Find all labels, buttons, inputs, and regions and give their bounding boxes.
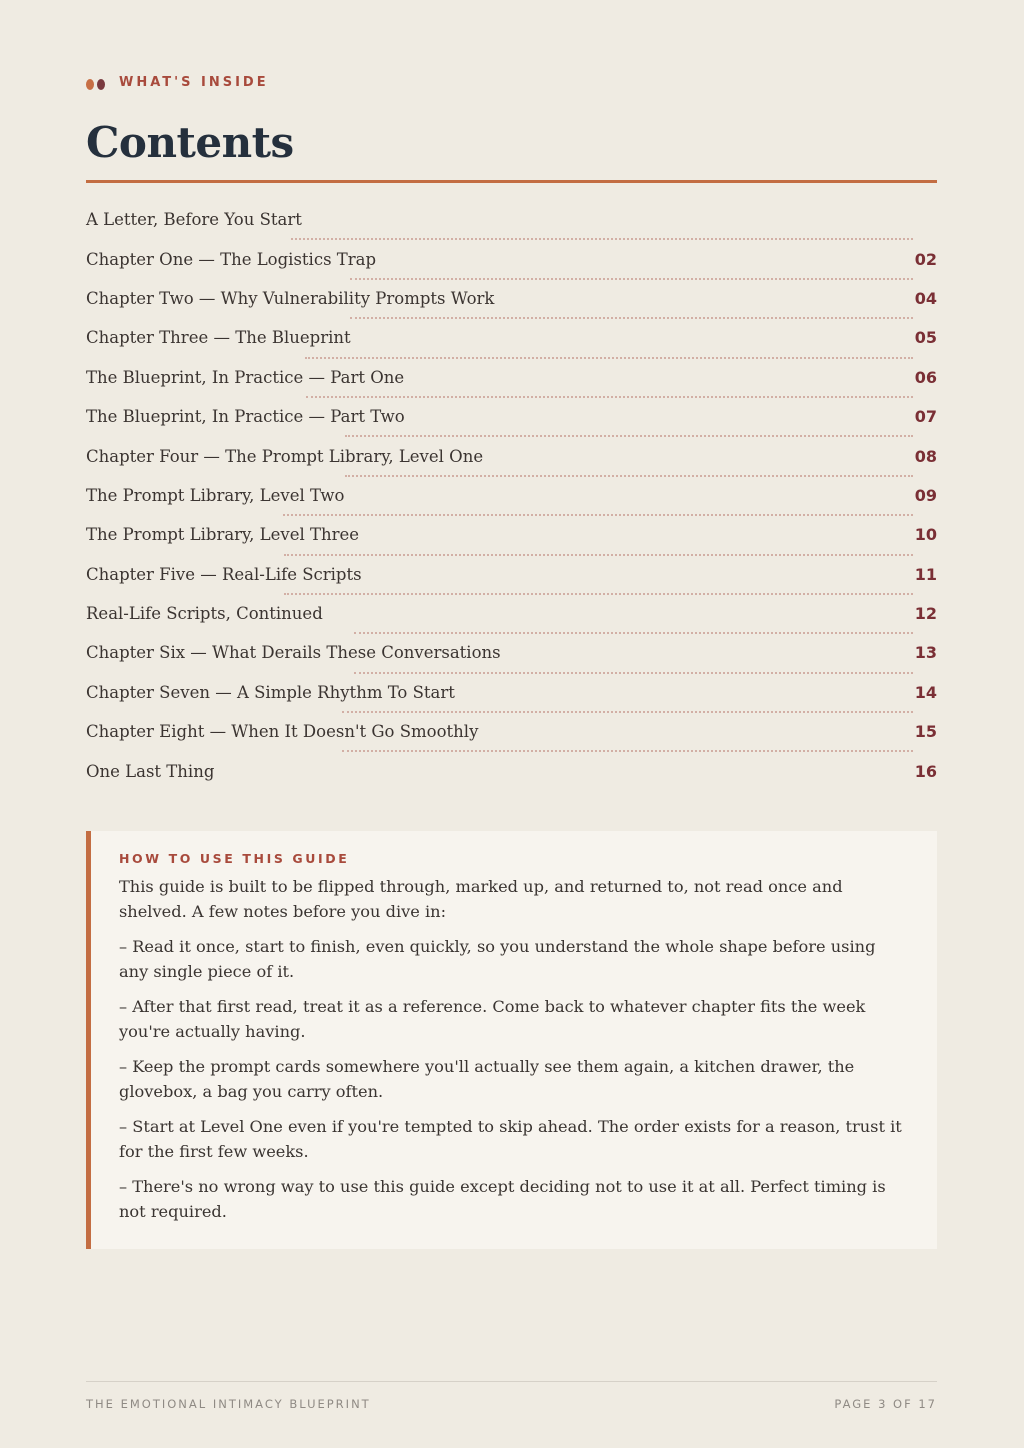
callout-paragraph: – Read it once, start to finish, even quickly, so you understand the whole shape before using any single piece of it. bbox=[119, 937, 876, 981]
toc-entry[interactable] bbox=[86, 515, 937, 554]
toc-entry[interactable] bbox=[86, 318, 937, 357]
toc-entry-page: 14 bbox=[914, 682, 937, 702]
toc-entry[interactable] bbox=[86, 239, 937, 278]
toc-entry-page: 15 bbox=[914, 722, 937, 742]
toc-entry-page: 04 bbox=[914, 288, 937, 308]
toc-entry-page: 12 bbox=[914, 604, 937, 624]
footer-page-number: PAGE 3 OF 17 bbox=[834, 1397, 937, 1411]
toc-entry-title: The Blueprint, In Practice — Part Two bbox=[86, 407, 405, 427]
toc-entry[interactable] bbox=[86, 555, 937, 594]
toc-entry[interactable] bbox=[86, 673, 937, 712]
page-title: Contents bbox=[86, 118, 294, 167]
toc-entry-title: Chapter Seven — A Simple Rhythm To Start bbox=[86, 682, 455, 702]
toc-entry-page: 09 bbox=[914, 485, 937, 505]
toc-entry-page: 11 bbox=[914, 564, 937, 584]
toc-entry-title: Chapter Two — Why Vulnerability Prompts Work bbox=[86, 288, 495, 308]
toc-entry[interactable] bbox=[86, 633, 937, 672]
toc-entry-title: One Last Thing bbox=[86, 761, 215, 781]
toc-entry[interactable] bbox=[86, 594, 937, 633]
toc-entry[interactable] bbox=[86, 436, 937, 475]
toc-entry-page: 06 bbox=[914, 367, 937, 387]
callout-heading: HOW TO USE THIS GUIDE bbox=[119, 851, 350, 866]
table-of-contents bbox=[86, 200, 937, 791]
toc-entry-title: The Blueprint, In Practice — Part One bbox=[86, 367, 405, 387]
callout-paragraph: – Start at Level One even if you're tempted to skip ahead. The order exists for a reason, trust it for the first few weeks. bbox=[119, 1117, 902, 1161]
decorative-dots-icon bbox=[86, 79, 105, 90]
title-divider bbox=[86, 180, 937, 183]
toc-entry-title: Chapter Three — The Blueprint bbox=[86, 328, 351, 348]
toc-entry-page: 08 bbox=[914, 446, 937, 466]
toc-entry-title: Real-Life Scripts, Continued bbox=[86, 604, 323, 624]
toc-entry-page: 02 bbox=[914, 249, 937, 269]
toc-entry[interactable] bbox=[86, 712, 937, 751]
callout-paragraph: – Keep the prompt cards somewhere you'll actually see them again, a kitchen drawer, the glovebox, a bag you carry often. bbox=[119, 1057, 855, 1101]
toc-entry-title: Chapter One — The Logistics Trap bbox=[86, 249, 377, 269]
toc-entry-title: Chapter Eight — When It Doesn't Go Smoothly bbox=[86, 722, 479, 742]
toc-entry[interactable] bbox=[86, 751, 937, 790]
toc-entry-title: Chapter Six — What Derails These Conversations bbox=[86, 643, 501, 663]
how-to-use-callout bbox=[86, 831, 937, 1249]
footer-book-title: THE EMOTIONAL INTIMACY BLUEPRINT bbox=[86, 1397, 371, 1411]
section-eyebrow bbox=[86, 74, 269, 90]
toc-entry-title: The Prompt Library, Level Three bbox=[86, 525, 360, 545]
toc-entry-page: 10 bbox=[914, 525, 937, 545]
toc-entry-title: Chapter Four — The Prompt Library, Level One bbox=[86, 446, 484, 466]
toc-entry[interactable] bbox=[86, 279, 937, 318]
toc-entry-title: The Prompt Library, Level Two bbox=[86, 485, 345, 505]
toc-entry-page: 07 bbox=[914, 407, 937, 427]
toc-entry-page: 16 bbox=[914, 761, 937, 781]
toc-entry-page: 13 bbox=[914, 643, 937, 663]
toc-entry-title: Chapter Five — Real-Life Scripts bbox=[86, 564, 362, 584]
footer-divider bbox=[86, 1381, 937, 1382]
callout-paragraph: – There's no wrong way to use this guide except deciding not to use it at all. Perfect timing is not required. bbox=[119, 1177, 886, 1221]
toc-entry[interactable] bbox=[86, 397, 937, 436]
toc-entry-title: A Letter, Before You Start bbox=[86, 210, 302, 230]
eyebrow-label: WHAT'S INSIDE bbox=[119, 74, 269, 90]
toc-entry[interactable] bbox=[86, 200, 937, 239]
callout-paragraph: – After that first read, treat it as a reference. Come back to whatever chapter fits the week you're actually having. bbox=[119, 997, 866, 1041]
toc-entry[interactable] bbox=[86, 476, 937, 515]
toc-entry[interactable] bbox=[86, 358, 937, 397]
callout-paragraph: This guide is built to be flipped through, marked up, and returned to, not read once and shelved. A few notes before you dive in: bbox=[119, 877, 843, 921]
toc-entry-page: 05 bbox=[914, 328, 937, 348]
